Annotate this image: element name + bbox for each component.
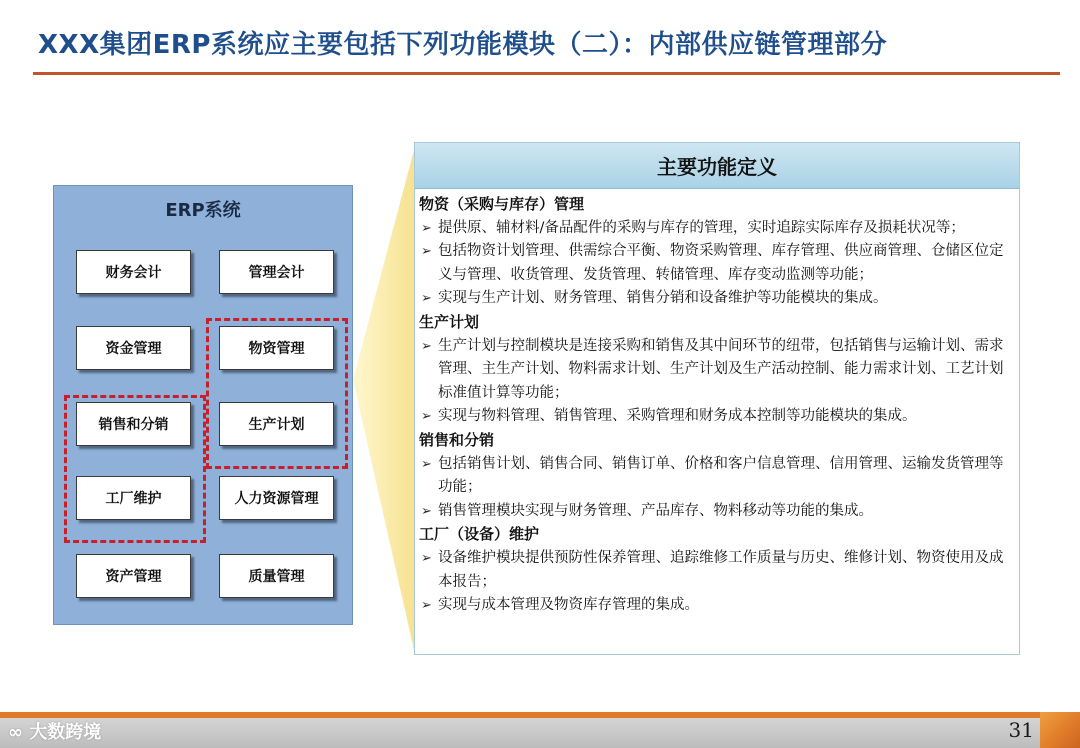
footer-corner-tab [1040, 712, 1080, 748]
erp-system-panel [53, 185, 353, 625]
arrow-bullet-icon: ➢ [421, 220, 432, 236]
bullet-item: ➢ 实现与物料管理、销售管理、采购管理和财务成本控制等功能模块的集成。 [419, 405, 1015, 429]
module-asset-management[interactable]: 资产管理 [76, 554, 191, 598]
module-management-accounting[interactable]: 管理会计 [219, 250, 334, 294]
module-plant-maintenance[interactable]: 工厂维护 [76, 476, 191, 520]
footer-accent-line [0, 712, 1040, 718]
module-production-planning[interactable]: 生产计划 [219, 402, 334, 446]
module-materials-management[interactable]: 物资管理 [219, 326, 334, 370]
watermark-logo: ∞ 大数跨境 [8, 722, 102, 743]
bullet-item: ➢ 包括销售计划、销售合同、销售订单、价格和客户信息管理、信用管理、运输发货管理等功能； [419, 453, 1015, 500]
arrow-bullet-icon: ➢ [421, 244, 432, 260]
bullet-item: ➢ 销售管理模块实现与财务管理、产品库存、物料移动等功能的集成。 [419, 500, 1015, 524]
bullet-item: ➢ 生产计划与控制模块是连接采购和销售及其中间环节的纽带，包括销售与运输计划、需求管理、主生产计划、物料需求计划、生产计划及生产活动控制、能力需求计划、工艺计划标准值计算等功能； [419, 335, 1015, 406]
title-divider [33, 72, 1060, 75]
watermark-logo-icon: ∞ [8, 722, 23, 743]
module-fund-management[interactable]: 资金管理 [76, 326, 191, 370]
arrow-bullet-icon: ➢ [421, 291, 432, 307]
definitions-panel [414, 142, 1020, 655]
definitions-header: 主要功能定义 [415, 143, 1019, 189]
arrow-bullet-icon: ➢ [421, 338, 432, 354]
section-title-sales: 销售和分销 [419, 430, 495, 449]
module-sales-distribution[interactable]: 销售和分销 [76, 402, 191, 446]
bullet-item: ➢ 实现与成本管理及物资库存管理的集成。 [419, 594, 1015, 618]
section-title-production: 生产计划 [419, 312, 480, 331]
slide-title: XXX集团ERP系统应主要包括下列功能模块（二）：内部供应链管理部分 [38, 30, 887, 60]
module-quality-management[interactable]: 质量管理 [219, 554, 334, 598]
bullet-item: ➢ 提供原、辅材料/备品配件的采购与库存的管理，实时追踪实际库存及损耗状况等； [419, 217, 1015, 241]
arrow-bullet-icon: ➢ [421, 598, 432, 614]
module-finance-accounting[interactable]: 财务会计 [76, 250, 191, 294]
bullet-item: ➢ 包括物资计划管理、供需综合平衡、物资采购管理、库存管理、供应商管理、仓储区位定义与管理、收货管理、发货管理、转储管理、库存变动监测等功能； [419, 240, 1015, 287]
definitions-body [419, 193, 1015, 618]
arrow-bullet-icon: ➢ [421, 550, 432, 566]
erp-panel-title: ERP系统 [165, 200, 241, 221]
arrow-bullet-icon: ➢ [421, 503, 432, 519]
connector-wedge [353, 150, 415, 650]
module-human-resources[interactable]: 人力资源管理 [219, 476, 334, 520]
bullet-item: ➢ 实现与生产计划、财务管理、销售分销和设备维护等功能模块的集成。 [419, 287, 1015, 311]
section-title-maintenance: 工厂（设备）维护 [419, 525, 540, 544]
arrow-bullet-icon: ➢ [421, 409, 432, 425]
section-title-materials: 物资（采购与库存）管理 [419, 195, 585, 213]
page-number: 31 [1008, 718, 1034, 742]
arrow-bullet-icon: ➢ [421, 456, 432, 472]
bullet-item: ➢ 设备维护模块提供预防性保养管理、追踪维修工作质量与历史、维修计划、物资使用及成本报告； [419, 547, 1015, 594]
